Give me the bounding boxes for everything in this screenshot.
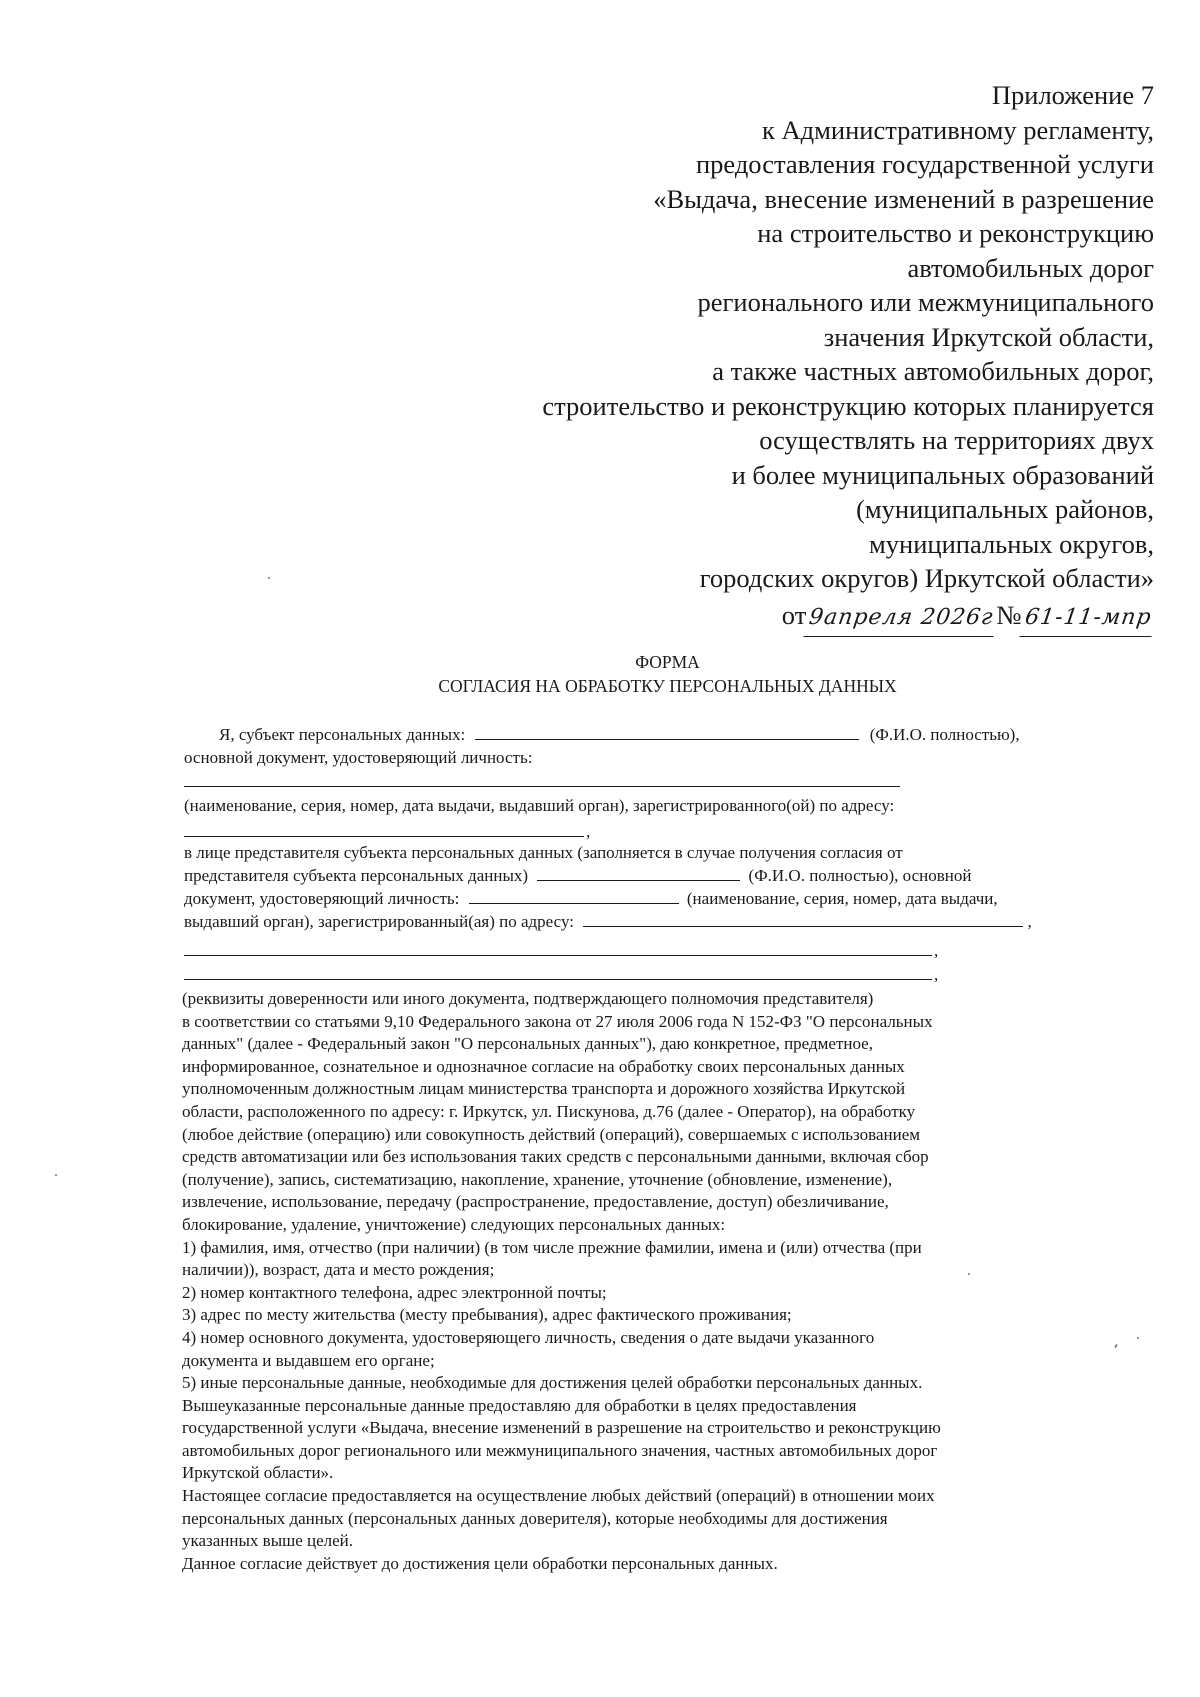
header-line: Приложение 7	[991, 80, 1154, 110]
body-line: 2) номер контактного телефона, адрес электронной почты;	[182, 1282, 607, 1302]
rep-fio-hint: (Ф.И.О. полностью), основной	[748, 866, 972, 885]
number-prefix: №	[996, 599, 1022, 630]
main-doc-label: основной документ, удостоверяющий личность:	[184, 748, 533, 767]
rep-address-field-3[interactable]	[184, 979, 932, 980]
main-doc-field[interactable]	[184, 786, 900, 787]
header-line: «Выдача, внесение изменений в разрешение	[653, 183, 1154, 214]
comma: ,	[934, 965, 939, 984]
body-line: государственной услуги «Выдача, внесение изменений в разрешение на строительство и реконструкцию	[182, 1418, 941, 1438]
rep-doc-label: документ, удостоверяющий личность:	[184, 889, 460, 908]
header-line: (муниципальных районов,	[856, 494, 1154, 524]
body-line: указанных выше целей.	[182, 1531, 354, 1551]
body-line: персональных данных (персональных данных доверителя), которые необходимы для достижения	[182, 1508, 888, 1528]
header-line: осуществлять на территориях двух	[759, 425, 1154, 455]
doc-hint: (наименование, серия, номер, дата выдачи, выдавший орган), зарегистрированного(ой) по адресу:	[184, 796, 895, 815]
body-line: автомобильных дорог регионального или межмуниципального значения, частных автомобильных дорог	[182, 1440, 938, 1460]
rep-line1: в лице представителя субъекта персональных данных (заполняется в случае получения согласия от	[184, 843, 903, 862]
body-line: информированное, сознательное и однозначное согласие на обработку своих персональных данных	[182, 1056, 905, 1076]
header-line: предоставления государственной услуги	[695, 149, 1154, 179]
scan-speck	[968, 1273, 970, 1275]
body-line: Настоящее согласие предоставляется на осуществление любых действий (операций) в отношении моих	[182, 1486, 935, 1506]
body-line: Вышеуказанные персональные данные предоставляю для обработки в целях предоставления	[182, 1395, 857, 1415]
body-line: 1) фамилия, имя, отчество (при наличии) (в том числе прежние фамилии, имена и (или) отчества (при	[182, 1237, 922, 1257]
body-line: документа и выдавшем его органе;	[182, 1350, 435, 1370]
scan-speck	[268, 577, 270, 579]
appendix-header	[394, 78, 1154, 636]
body-line: (получение), запись, систематизацию, накопление, хранение, уточнение (обновление, изменение),	[182, 1169, 893, 1189]
body-line: средств автоматизации или без использования таких средств с персональными данными, включая сбор	[182, 1147, 929, 1167]
form-title	[0, 650, 1200, 698]
body-line: уполномоченным должностным лицам министерства транспорта и дорожного хозяйства Иркутской	[182, 1079, 906, 1099]
scan-speck	[55, 1174, 57, 1176]
body-line: 5) иные персональные данные, необходимые для достижения целей обработки персональных данных.	[182, 1373, 923, 1393]
header-line: к Административному регламенту,	[762, 114, 1154, 145]
header-line: регионального или межмуниципального	[697, 287, 1154, 317]
rep-doc-field[interactable]	[469, 888, 679, 904]
body-line: в соответствии со статьями 9,10 Федерального закона от 27 июля 2006 года N 152-ФЗ "О персональных	[182, 1011, 933, 1031]
scan-speck	[1114, 1344, 1118, 1348]
form-title-line1: ФОРМА	[635, 652, 700, 672]
comma: ,	[1027, 912, 1032, 931]
rep-line4	[184, 911, 1032, 933]
consent-body	[182, 988, 1102, 1575]
subject-row	[219, 724, 1020, 746]
body-line: (реквизиты доверенности или иного документа, подтверждающего полномочия представителя)	[182, 989, 874, 1008]
body-line: Иркутской области».	[182, 1463, 334, 1483]
scan-speck	[1137, 1337, 1139, 1339]
body-line: данных" (далее - Федеральный закон "О персональных данных"), даю конкретное, предметное,	[182, 1034, 873, 1054]
body-line: блокирование, удаление, уничтожение) следующих персональных данных:	[182, 1214, 726, 1234]
body-line: (любое действие (операцию) или совокупность действий (операций), совершаемых с использованием	[182, 1124, 921, 1144]
address-field[interactable]	[184, 836, 584, 837]
handwritten-number: 61-11-мпр	[1019, 601, 1156, 637]
body-line: наличии)), возраст, дата и место рождения;	[182, 1260, 495, 1280]
body-line: 3) адрес по месту жительства (месту пребывания), адрес фактического проживания;	[182, 1305, 792, 1325]
subject-label: Я, субъект персональных данных:	[219, 725, 466, 744]
rep-address-label: выдавший орган), зарегистрированный(ая) по адресу:	[184, 912, 574, 931]
rep-doc-hint: (наименование, серия, номер, дата выдачи,	[686, 889, 998, 908]
rep-line2	[184, 865, 971, 887]
header-line: автомобильных дорог	[907, 252, 1154, 283]
fio-hint: (Ф.И.О. полностью),	[869, 725, 1020, 744]
rep-address-field[interactable]	[583, 911, 1023, 927]
comma: ,	[586, 822, 591, 841]
subject-fio-field[interactable]	[475, 724, 859, 740]
rep-line3	[184, 888, 998, 910]
header-line: а также частных автомобильных дорог,	[712, 356, 1154, 386]
date-prefix: от	[781, 599, 807, 630]
body-line: области, расположенного по адресу: г. Иркутск, ул. Пискунова, д.76 (далее - Оператор), на обработку	[182, 1101, 916, 1121]
body-line: извлечение, использование, передачу (распространение, предоставление, доступ) обезличивание,	[182, 1192, 889, 1212]
header-line: строительство и реконструкцию которых планируется	[542, 390, 1154, 421]
header-line: муниципальных округов,	[869, 528, 1154, 559]
body-line: Данное согласие действует до достижения цели обработки персональных данных.	[182, 1553, 778, 1573]
handwritten-date: 9апреля 2026г	[804, 601, 999, 637]
header-line: городских округов) Иркутской области»	[699, 563, 1154, 593]
comma: ,	[934, 941, 939, 960]
header-line: на строительство и реконструкцию	[757, 218, 1154, 248]
header-line: значения Иркутской области,	[823, 321, 1154, 352]
rep-address-field-2[interactable]	[184, 955, 932, 956]
rep-fio-field[interactable]	[537, 865, 740, 881]
date-number-line	[394, 598, 1154, 637]
body-line: 4) номер основного документа, удостоверяющего личность, сведения о дате выдачи указанного	[182, 1327, 875, 1347]
rep-line2-label: представителя субъекта персональных данных)	[184, 866, 529, 885]
form-title-line2: СОГЛАСИЯ НА ОБРАБОТКУ ПЕРСОНАЛЬНЫХ ДАННЫХ	[438, 676, 897, 696]
header-line: и более муниципальных образований	[731, 459, 1154, 490]
